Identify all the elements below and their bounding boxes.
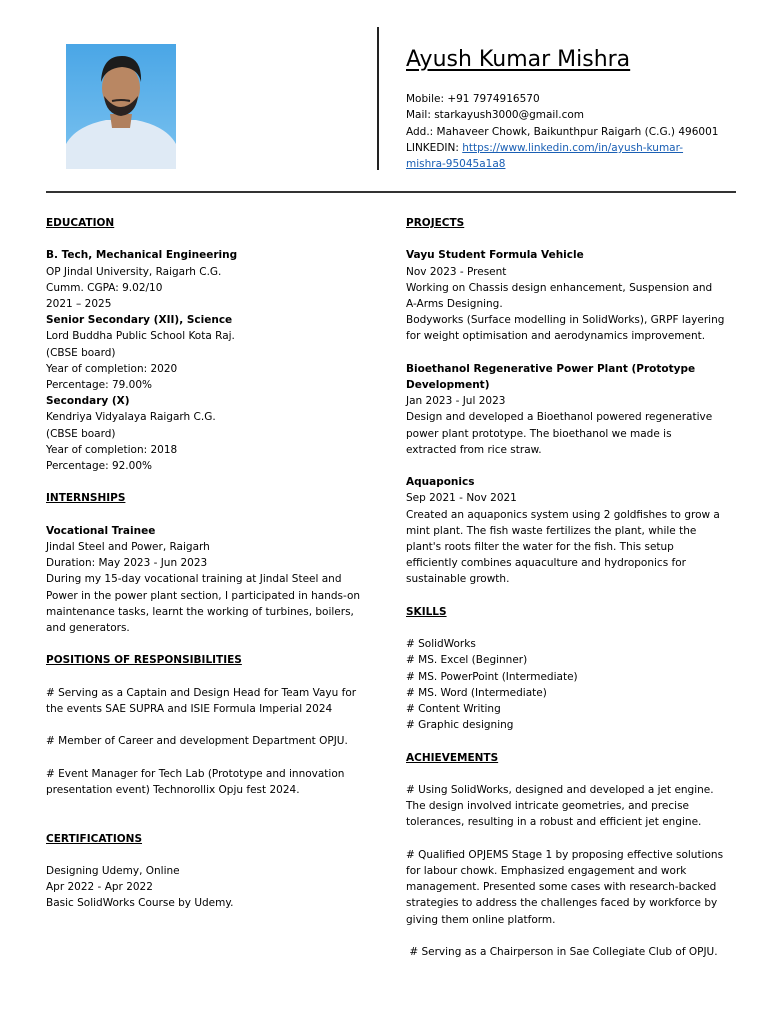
project-title: Vayu Student Formula Vehicle xyxy=(406,249,584,262)
linkedin-line xyxy=(406,140,726,156)
header-divider-vertical xyxy=(377,27,379,170)
position-item: # Serving as a Captain and Design Head for Team Vayu for xyxy=(46,686,357,699)
mobile: Mobile: +91 7974916570 xyxy=(406,93,540,105)
linkedin-link[interactable]: https://www.linkedin.com/in/ayush-kumar- xyxy=(462,141,684,154)
email: Mail: starkayush3000@gmail.com xyxy=(406,109,585,122)
certification-line: Apr 2022 - Apr 2022 xyxy=(46,881,153,894)
education-x-percentage: Percentage: 92.00% xyxy=(46,460,152,473)
internship-desc-line: and generators. xyxy=(46,622,130,635)
position-item-cont: the events SAE SUPRA and ISIE Formula Imperial 2024 xyxy=(46,703,333,716)
project-date: Sep 2021 - Nov 2021 xyxy=(406,492,517,505)
skill-item: # SolidWorks xyxy=(406,638,476,651)
project-desc-line: mint plant. The fish waste fertilizes the plant, while the xyxy=(406,524,697,537)
achievement-line: strategies to address the challenges faced by workforce by xyxy=(406,897,718,910)
education-xii-year: Year of completion: 2020 xyxy=(46,362,178,375)
contact-block xyxy=(406,91,726,172)
project-desc-line: power plant prototype. The bioethanol we made is xyxy=(406,427,672,440)
project-title-cont: Development) xyxy=(406,379,490,391)
skill-item: # Graphic designing xyxy=(406,719,514,732)
achievements-heading: ACHIEVEMENTS xyxy=(406,751,499,764)
header-divider-horizontal xyxy=(46,191,736,193)
internship-desc-line: During my 15-day vocational training at Jindal Steel and xyxy=(46,573,342,586)
project-date: Nov 2023 - Present xyxy=(406,265,507,278)
position-item: # Event Manager for Tech Lab (Prototype and innovation xyxy=(46,767,345,780)
project-desc-line: for weight optimisation and aerodynamics improvement. xyxy=(406,330,706,343)
achievement-line: The design involved intricate geometries, and precise xyxy=(406,800,690,813)
education-heading: EDUCATION xyxy=(46,217,115,229)
achievement-line: management. Presented some cases with research-backed xyxy=(406,881,717,894)
project-desc-line: Working on Chassis design enhancement, Suspension and xyxy=(406,281,713,294)
person-portrait-icon xyxy=(66,44,176,169)
skills-heading: SKILLS xyxy=(406,605,447,618)
internships-heading: INTERNSHIPS xyxy=(46,492,126,505)
left-column xyxy=(46,215,371,912)
position-item-cont: presentation event) Technorollix Opju fest 2024. xyxy=(46,784,300,796)
project-title: Bioethanol Regenerative Power Plant (Prototype xyxy=(406,362,696,375)
skill-item: # MS. Excel (Beginner) xyxy=(406,654,528,667)
project-title: Aquaponics xyxy=(406,476,475,489)
candidate-name: Ayush Kumar Mishra xyxy=(406,47,631,72)
education-xii-school: Lord Buddha Public School Kota Raj. xyxy=(46,330,235,343)
education-xii-title: Senior Secondary (XII), Science xyxy=(46,314,233,327)
positions-heading: POSITIONS OF RESPONSIBILITIES xyxy=(46,654,242,667)
position-item: # Member of Career and development Department OPJU. xyxy=(46,735,348,748)
achievement-line: # Qualified OPJEMS Stage 1 by proposing effective solutions xyxy=(406,848,724,861)
achievement-line: # Using SolidWorks, designed and developed a jet engine. xyxy=(406,784,714,796)
achievement-line: for labour chowk. Emphasized engagement and work xyxy=(406,865,687,877)
internship-desc-line: Power in the power plant section, I participated in hands-on xyxy=(46,589,361,602)
skill-item: # MS. Word (Intermediate) xyxy=(406,686,547,699)
education-x-title: Secondary (X) xyxy=(46,395,130,408)
project-desc-line: extracted from rice straw. xyxy=(406,443,542,456)
achievement-line: giving them online platform. xyxy=(406,913,556,926)
internship-desc-line: maintenance tasks, learnt the working of turbines, boilers, xyxy=(46,605,354,618)
project-desc-line: A-Arms Designing. xyxy=(406,298,503,310)
profile-photo xyxy=(66,44,176,169)
project-desc-line: sustainable growth. xyxy=(406,573,510,586)
education-x-board: (CBSE board) xyxy=(46,427,116,440)
education-btech-title: B. Tech, Mechanical Engineering xyxy=(46,249,238,262)
project-desc-line: Design and developed a Bioethanol powered regenerative xyxy=(406,411,713,424)
education-x-year: Year of completion: 2018 xyxy=(46,443,178,456)
achievement-line: tolerances, resulting in a robust and efficient jet engine. xyxy=(406,816,702,829)
project-desc-line: efficiently combines aquaculture and hydroponics for xyxy=(406,557,686,570)
achievement-line: # Serving as a Chairperson in Sae Collegiate Club of OPJU. xyxy=(406,946,718,958)
education-xii-board: (CBSE board) xyxy=(46,346,116,359)
skill-item: # MS. PowerPoint (Intermediate) xyxy=(406,670,578,683)
internship-duration: Duration: May 2023 - Jun 2023 xyxy=(46,557,208,570)
project-desc-line: Bodyworks (Surface modelling in SolidWorks), GRPF layering xyxy=(406,314,725,327)
linkedin-link-cont[interactable]: mishra-95045a1a8 xyxy=(406,158,506,171)
projects-heading: PROJECTS xyxy=(406,217,465,229)
certification-line: Basic SolidWorks Course by Udemy. xyxy=(46,897,234,910)
internship-role: Vocational Trainee xyxy=(46,524,156,537)
education-xii-percentage: Percentage: 79.00% xyxy=(46,379,152,392)
address: Add.: Mahaveer Chowk, Baikunthpur Raigarh (C.G.) 496001 xyxy=(406,125,719,138)
certification-line: Designing Udemy, Online xyxy=(46,864,180,877)
project-desc-line: plant's roots filter the water for the fish. This setup xyxy=(406,541,674,554)
project-date: Jan 2023 - Jul 2023 xyxy=(406,395,506,408)
education-btech-years: 2021 – 2025 xyxy=(46,298,112,310)
right-column xyxy=(406,215,731,960)
certifications-heading: CERTIFICATIONS xyxy=(46,832,143,845)
linkedin-label: LINKEDIN: xyxy=(406,141,463,154)
internship-company: Jindal Steel and Power, Raigarh xyxy=(46,541,210,554)
education-btech-cgpa: Cumm. CGPA: 9.02/10 xyxy=(46,281,163,294)
linkedin-line-2 xyxy=(406,156,726,172)
project-desc-line: Created an aquaponics system using 2 goldfishes to grow a xyxy=(406,508,720,521)
education-x-school: Kendriya Vidyalaya Raigarh C.G. xyxy=(46,411,216,424)
skill-item: # Content Writing xyxy=(406,703,501,716)
education-btech-school: OP Jindal University, Raigarh C.G. xyxy=(46,265,222,278)
